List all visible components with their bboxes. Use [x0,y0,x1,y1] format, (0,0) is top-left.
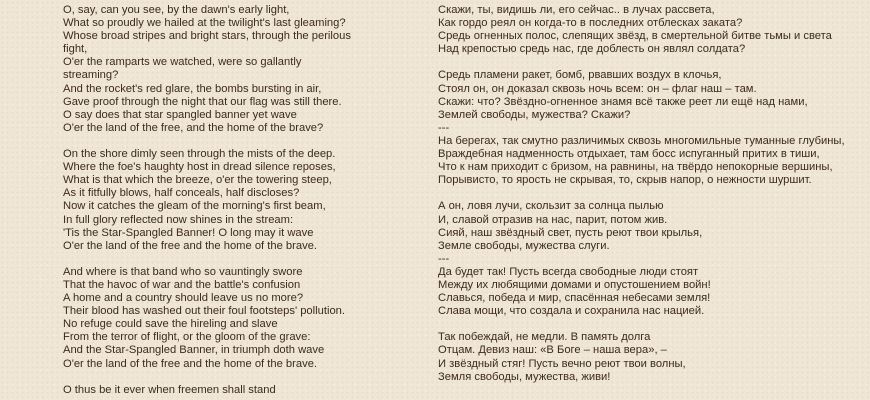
english-lyric-line: O, say, can you see, by the dawn's early light, [63,4,290,16]
english-lyric-line: Their blood has washed out their foul footsteps' pollution. [63,305,345,318]
english-lyric-line: Where the foe's haughty host in dread silence reposes, [63,161,336,174]
english-lyric-line: What is that which the breeze, o'er the towering steep, [63,174,332,187]
english-lyric-line: 'Tis the Star-Spangled Banner! O long may it wave [63,226,314,239]
russian-lyric-line: Между их любящими домами и опустошением войн! [438,278,711,291]
english-lyric-line: And the rocket's red glare, the bombs bursting in air, [63,82,322,95]
russian-lyric-line: Так побеждай, не медли. В память долга [438,331,651,344]
russian-lyric-line: Порывисто, то ярость не скрывая, то, скрыв напор, о нежности шуршит. [438,174,812,187]
russian-stanza [438,69,845,187]
russian-lyric-line: --- [438,252,450,265]
russian-lyric-line: Стоял он, он доказал сквозь ночь всем: он – флаг наш – там. [438,82,757,95]
russian-lyrics-column [438,4,845,397]
english-stanza [63,4,363,135]
english-lyric-line: What so proudly we hailed at the twilight's last gleaming? [63,17,346,30]
english-lyric-line: No refuge could save the hireling and slave [63,318,278,331]
english-stanza [63,384,363,397]
russian-lyric-line: Да будет так! Пусть всегда свободные люди стоят [438,265,699,278]
russian-lyric-line: И, славой отразив на нас, парит, потом жив. [438,213,668,226]
russian-stanza [438,200,838,318]
english-lyric-line: On the shore dimly seen through the mists of the deep. [63,148,336,161]
russian-lyric-line: Земля свободы, мужества, живи! [438,370,611,383]
english-lyric-line: O'er the land of the free and the home of the brave. [63,357,318,370]
english-lyric-line: O'er the ramparts we watched, were so gallantly [63,56,302,69]
english-stanza [63,148,363,253]
russian-lyric-line: Скажи: что? Звёздно-огненное знамя всё также реет ли ещё над нами, [438,95,808,108]
english-lyric-line: From the terror of flight, or the gloom of the grave: [63,331,311,344]
english-lyric-line: And the Star-Spangled Banner, in triumph doth wave [63,344,325,357]
english-lyric-line: O say does that star spangled banner yet wave [63,108,297,121]
english-lyric-line: O'er the land of the free and the home of the brave. [63,239,318,252]
english-lyric-line: O'er the land of the free, and the home of the brave? [63,121,324,134]
russian-lyric-line: Земле свободы, мужества слуги. [438,239,610,252]
russian-lyric-line: И звёздный стяг! Пусть вечно реют твои волны, [438,357,686,370]
russian-lyric-line: А он, ловя лучи, скользит за солнца пылью [438,200,664,213]
english-lyric-line: Whose broad stripes and bright stars, through the perilous [63,30,351,43]
russian-lyric-line: Что к нам приходит с бризом, на равнины, на твёрдо непокорные вершины, [438,161,833,174]
english-lyric-line: O thus be it ever when freemen shall stand [63,383,276,396]
english-lyric-line: Gave proof through the night that our flag was still there. [63,95,342,108]
russian-stanza [438,331,838,383]
english-lyric-line: That the havoc of war and the battle's confusion [63,278,301,291]
russian-lyric-line: Скажи, ты, видишь ли, его сейчас.. в лучах рассвета, [438,4,715,16]
russian-lyric-line: Средь огненных полос, слепящих звёзд, в смертельной битве тьмы и света [438,30,832,43]
english-lyric-line: A home and a country should leave us no more? [63,292,304,305]
english-lyric-line: Now it catches the gleam of the morning's first beam, [63,200,326,213]
russian-lyric-line: Слава мощи, что создала и сохранила нас нацией. [438,305,705,318]
russian-lyric-line: Как гордо реял он когда-то в последних отблесках заката? [438,17,743,30]
russian-stanza [438,4,838,56]
english-lyric-line: As it fitfully blows, half conceals, half discloses? [63,187,300,200]
english-lyric-line: fight, [63,43,88,56]
russian-lyric-line: Сияй, наш звёздный свет, пусть реют твои крылья, [438,226,703,239]
russian-lyric-line: Славься, победа и мир, спасённая небесами земля! [438,292,711,305]
russian-lyric-line: Над крепостью средь нас, где доблесть он являл солдата? [438,43,746,56]
russian-lyric-line: Средь пламени ракет, бомб, рвавших воздух в клочья, [438,69,722,82]
russian-lyric-line: Враждебная надменность отдыхает, там босс испуганный притих в тиши, [438,148,820,161]
english-lyric-line: In full glory reflected now shines in the stream: [63,213,294,226]
russian-lyric-line: На берегах, так смутно различимых сквозь многомильные туманные глубины, [438,134,845,147]
russian-lyric-line: --- [438,121,450,134]
english-stanza [63,266,363,371]
russian-lyric-line: Землей свободы, мужества? Скажи? [438,108,631,121]
russian-lyric-line: Отцам. Девиз наш: «В Боге – наша вера», – [438,344,667,357]
english-lyrics-column [63,4,363,400]
english-lyric-line: streaming? [63,69,119,82]
english-lyric-line: And where is that band who so vauntingly swore [63,265,303,278]
